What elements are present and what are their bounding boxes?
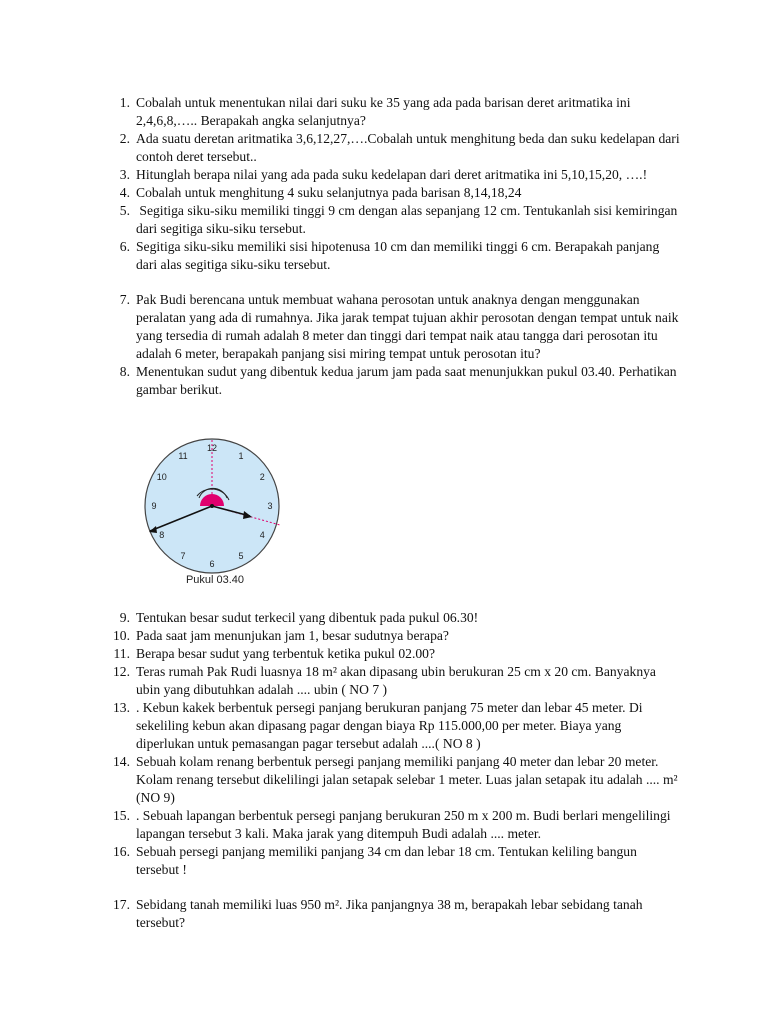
question-text: Pada saat jam menunjukan jam 1, besar sudutnya berapa?	[136, 628, 449, 643]
question-item	[100, 363, 680, 399]
question-number: 17.	[113, 897, 130, 912]
question-item	[100, 807, 680, 843]
clock-number: 2	[259, 472, 265, 482]
question-text: Cobalah untuk menghitung 4 suku selanjutnya pada barisan 8,14,18,24	[136, 185, 522, 200]
question-number: 1.	[119, 95, 130, 110]
clock-diagram	[140, 434, 290, 574]
question-number: 15.	[113, 808, 130, 823]
question-item	[100, 184, 680, 202]
question-item	[100, 753, 680, 807]
question-number: 13.	[113, 700, 130, 715]
question-number: 2.	[119, 131, 130, 146]
question-item	[100, 130, 680, 166]
question-item	[100, 238, 680, 274]
question-number: 14.	[113, 754, 130, 769]
question-text: Pak Budi berencana untuk membuat wahana perosotan untuk anaknya dengan menggunakan peralatan yang ada di rumahnya. Jika jarak tempat tujuan akhir perosotan dengan tempat untuk naik yang tersedia di rumah adalah 8 meter dan tinggi dari tempat naik atau tangga dari perosotan itu adalah 6 meter, berapakah panjang sisi miring tempat untuk perosotan itu?	[136, 292, 679, 361]
question-item	[100, 166, 680, 184]
clock-number: 9	[151, 501, 157, 511]
clock-number: 3	[267, 501, 273, 511]
question-item	[100, 896, 680, 932]
clock-number: 10	[156, 472, 167, 482]
question-text: . Kebun kakek berbentuk persegi panjang berukuran panjang 75 meter dan lebar 45 meter. Di sekeliling kebun akan dipasang pagar dengan biaya Rp 115.000,00 per meter. Biaya yang diperlukan untuk pemasangan pagar tersebut adalah ....( NO 8 )	[136, 700, 643, 751]
clock-number: 11	[178, 450, 188, 461]
question-item	[100, 699, 680, 753]
question-item	[100, 291, 680, 363]
question-text: . Sebuah lapangan berbentuk persegi panjang berukuran 250 m x 200 m. Budi berlari mengelilingi lapangan tersebut 3 kali. Maka jarak yang ditempuh Budi adalah .... meter.	[136, 808, 671, 841]
question-item	[100, 645, 680, 663]
question-text: Sebidang tanah memiliki luas 950 m². Jika panjangnya 38 m, berapakah lebar sebidang tanah tersebut?	[136, 897, 643, 930]
question-number: 10.	[113, 628, 130, 643]
question-number: 11.	[113, 646, 130, 661]
question-text: Berapa besar sudut yang terbentuk ketika pukul 02.00?	[136, 646, 435, 661]
question-text: Sebuah persegi panjang memiliki panjang 34 cm dan lebar 18 cm. Tentukan keliling bangun tersebut !	[136, 844, 637, 877]
question-item	[100, 202, 680, 238]
question-item	[100, 94, 680, 130]
question-text: Sebuah kolam renang berbentuk persegi panjang memiliki panjang 40 meter dan lebar 20 meter. Kolam renang tersebut dikelilingi jalan setapak selebar 1 meter. Luas jalan setapak itu adalah .... m² (NO 9)	[136, 754, 678, 805]
question-item	[100, 609, 680, 627]
question-item	[100, 627, 680, 645]
question-number: 4.	[119, 185, 130, 200]
question-number: 8.	[119, 364, 130, 379]
question-number: 7.	[119, 292, 130, 307]
question-text: Segitiga siku-siku memiliki sisi hipotenusa 10 cm dan memiliki tinggi 6 cm. Berapakah panjang dari alas segitiga siku-siku tersebut.	[136, 239, 660, 272]
question-text: Cobalah untuk menentukan nilai dari suku ke 35 yang ada pada barisan deret aritmatika ini 2,4,6,8,….. Berapakah angka selanjutnya?	[136, 95, 631, 128]
clock-number: 12	[206, 443, 218, 453]
question-number: 12.	[113, 664, 130, 679]
question-text: Menentukan sudut yang dibentuk kedua jarum jam pada saat menunjukkan pukul 03.40. Perhatikan gambar berikut.	[136, 364, 677, 397]
question-list-part2	[100, 609, 680, 932]
clock-number: 1	[238, 450, 244, 461]
clock-number: 7	[180, 551, 186, 562]
clock-figure	[140, 434, 290, 592]
clock-number: 6	[209, 559, 215, 569]
question-number: 9.	[119, 610, 130, 625]
question-text: Ada suatu deretan aritmatika 3,6,12,27,….Cobalah untuk menghitung beda dan suku kedelapan dari contoh deret tersebut..	[136, 131, 680, 164]
clock-number: 8	[159, 530, 165, 540]
clock-center	[210, 504, 214, 508]
question-text: Segitiga siku-siku memiliki tinggi 9 cm dengan alas sepanjang 12 cm. Tentukanlah sisi kemiringan dari segitiga siku-siku tersebut.	[136, 203, 681, 236]
question-list-part1	[100, 94, 680, 399]
question-number: 16.	[113, 844, 130, 859]
question-text: Teras rumah Pak Rudi luasnya 18 m² akan dipasang ubin berukuran 25 cm x 20 cm. Banyaknya ubin yang dibutuhkan adalah .... ubin ( NO 7 )	[136, 664, 656, 697]
clock-number: 5	[238, 551, 244, 562]
clock-caption: Pukul 03.40	[185, 574, 245, 586]
question-text: Tentukan besar sudut terkecil yang dibentuk pada pukul 06.30!	[136, 610, 479, 625]
question-item	[100, 843, 680, 879]
clock-number: 4	[259, 530, 265, 540]
question-text: Hitunglah berapa nilai yang ada pada suku kedelapan dari deret aritmatika ini 5,10,15,20, ….!	[136, 167, 648, 182]
question-number: 6.	[119, 239, 130, 254]
question-item	[100, 663, 680, 699]
question-number: 5.	[119, 203, 130, 218]
question-number: 3.	[119, 167, 130, 182]
